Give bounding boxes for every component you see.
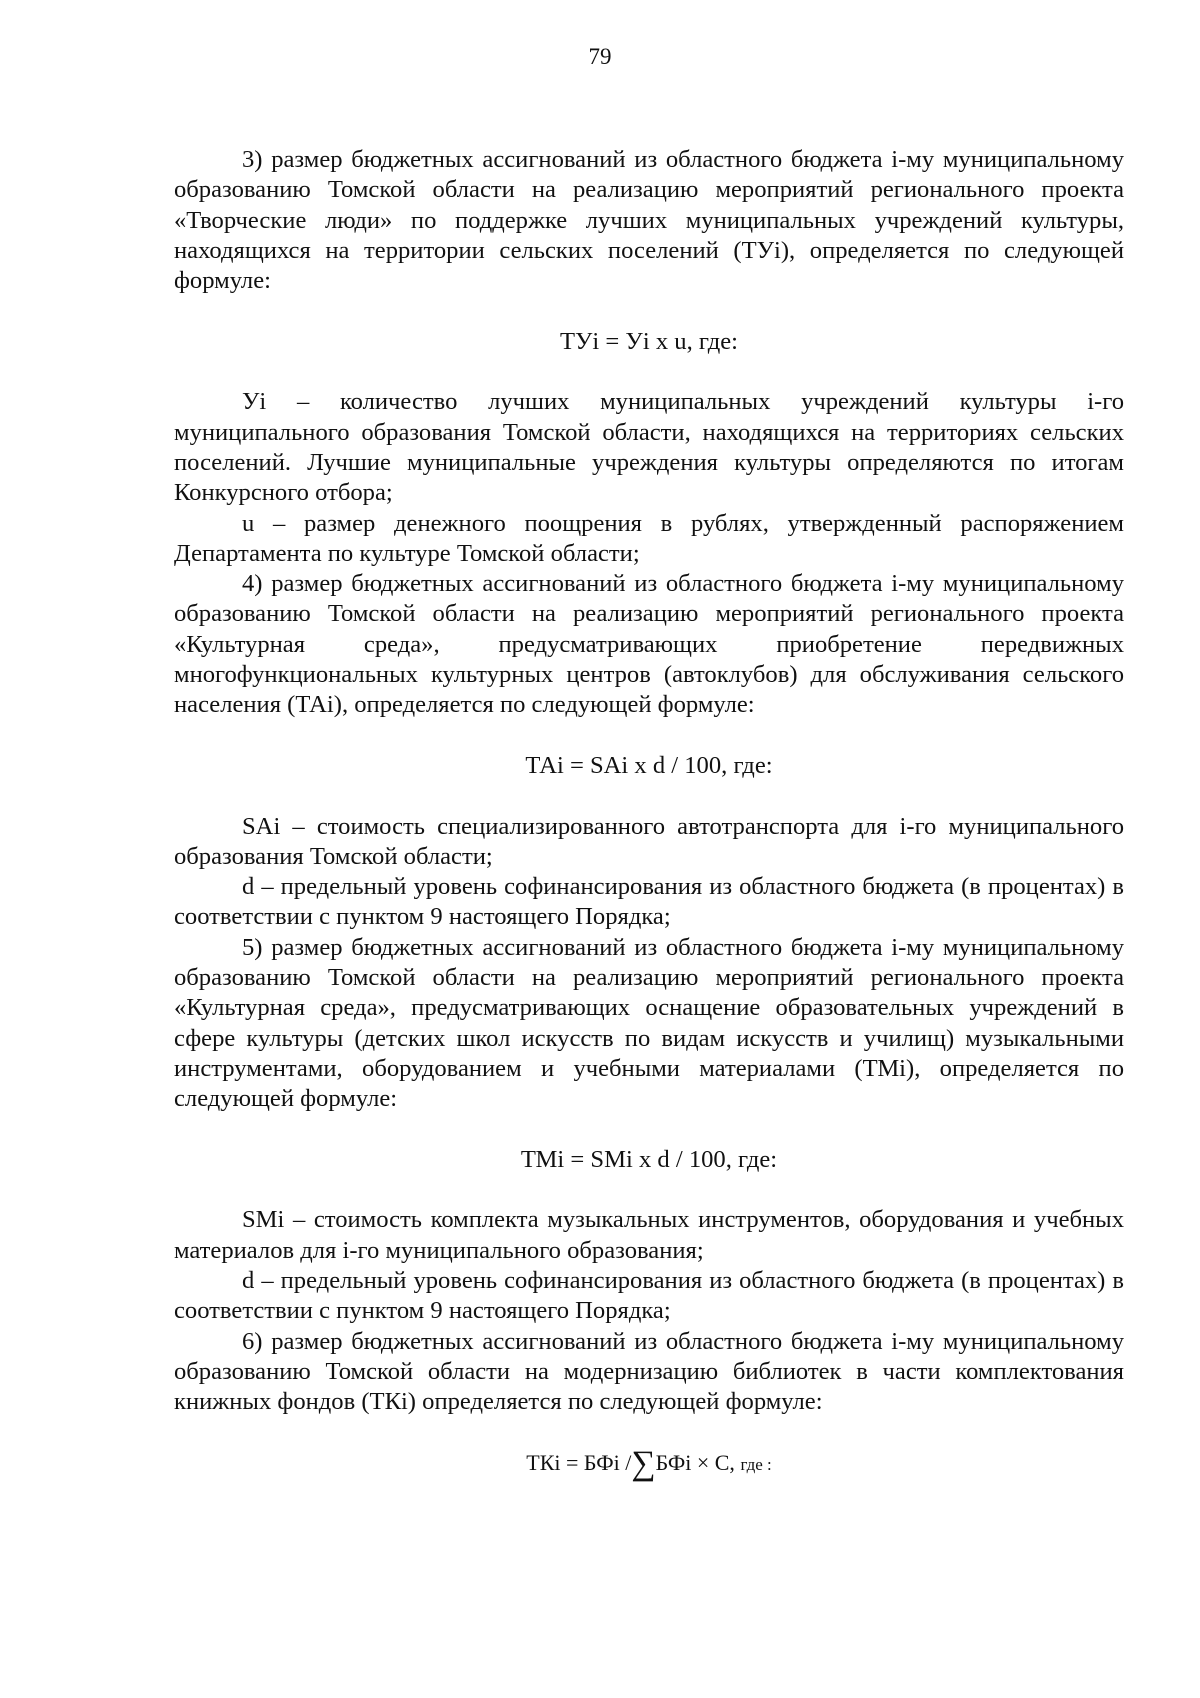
paragraph-item-3: 3) размер бюджетных ассигнований из областного бюджета i-му муниципальному образованию Томской области на реализацию мероприятий регионального проекта «Творческие люди» по поддержке лучших муниципальных учреждений культуры, находящихся на территории сельских поселений (ТУi), определяется по следующей формуле: [174, 146, 1124, 295]
paragraph-item-4: 4) размер бюджетных ассигнований из областного бюджета i-му муниципальному образованию Томской области на реализацию мероприятий регионального проекта «Культурная среда», предусматривающих приобретение передвижных многофункциональных культурных центров (автоклубов) для обслуживания сельского населения (ТАi), определяется по следующей формуле: [174, 570, 1124, 719]
paragraph-item-6: 6) размер бюджетных ассигнований из областного бюджета i-му муниципальному образованию Томской области на модернизацию библиотек в части комплектования книжных фондов (ТКi) определяется по следующей формуле: [174, 1327, 1124, 1416]
formula-tk-right: БФi × С, [655, 1449, 735, 1475]
page-number: 79 [588, 44, 612, 69]
sigma-symbol: ∑ [631, 1444, 656, 1482]
formula-ta: ТАi = SАi x d / 100, где: [525, 751, 773, 779]
paragraph-d-definition: d – предельный уровень софинансирования из областного бюджета (в процентах) в соответствии с пунктом 9 настоящего Порядка; [174, 873, 1124, 931]
formula-tm: ТМi = SМi x d / 100, где: [520, 1145, 778, 1173]
paragraph-item-5: 5) размер бюджетных ассигнований из областного бюджета i-му муниципальному образованию Томской области на реализацию мероприятий регионального проекта «Культурная среда», предусматривающих оснащение образовательных учреждений в сфере культуры (детских школ искусств по видам искусств и училищ) музыкальными инструментами, оборудованием и учебными материалами (ТМi), определяется по следующей формуле: [174, 933, 1124, 1113]
paragraph-d-definition-2: d – предельный уровень софинансирования из областного бюджета (в процентах) в соответствии с пунктом 9 настоящего Порядка; [174, 1266, 1124, 1325]
formula-tk [174, 1444, 1124, 1482]
paragraph-smi-definition: SMi – стоимость комплекта музыкальных инструментов, оборудования и учебных материалов для i-го муниципального образования; [174, 1206, 1124, 1264]
paragraph-ui-definition: Уi – количество лучших муниципальных учреждений культуры i-го муниципального образования Томской области, находящихся на территориях сельских поселений. Лучшие муниципальные учреждения культуры определяются по итогам Конкурсного отбора; [174, 388, 1124, 507]
document-body [174, 145, 1124, 1510]
formula-tk-suffix: где : [740, 1454, 772, 1474]
formula-tu: ТУi = Уi x u, где: [560, 327, 738, 355]
paragraph-sai-definition: SАi – стоимость специализированного автотранспорта для i-го муниципального образования Томской области; [174, 812, 1124, 870]
paragraph-u-definition: u – размер денежного поощрения в рублях, утвержденный распоряжением Департамента по культуре Томской области; [174, 509, 1124, 567]
formula-tk-left: ТКi = БФi / [526, 1449, 632, 1475]
